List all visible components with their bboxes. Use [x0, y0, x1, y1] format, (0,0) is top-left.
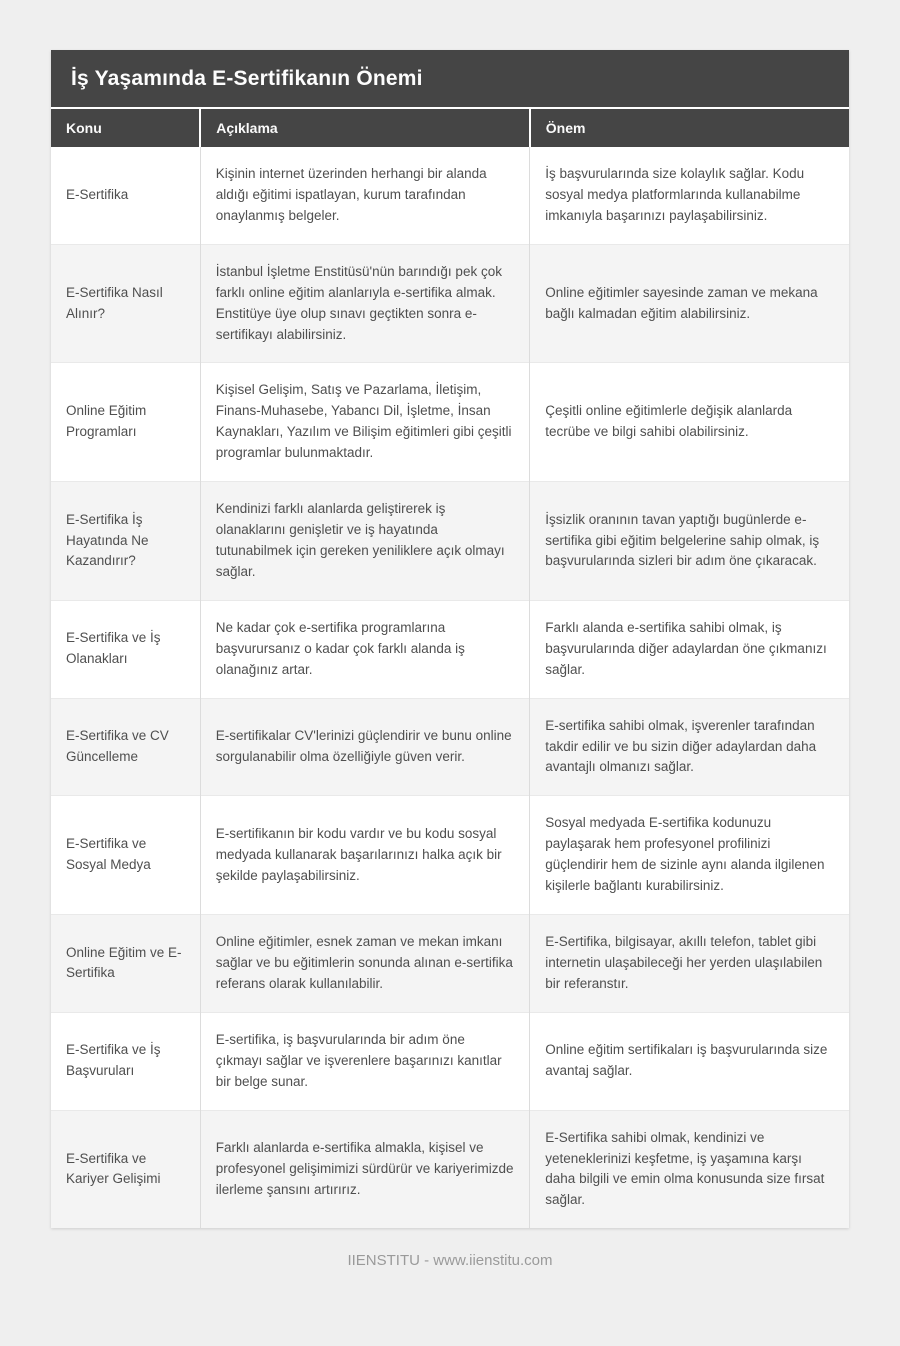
- table-row: [51, 796, 849, 915]
- table-row: [51, 244, 849, 363]
- cell-onem: Online eğitim sertifikaları iş başvurularında size avantaj sağlar.: [530, 1012, 849, 1110]
- cell-aciklama: E-sertifika, iş başvurularında bir adım öne çıkmayı sağlar ve işverenlere başarınızı kanıtlar bir belge sunar.: [200, 1012, 530, 1110]
- cell-onem: E-Sertifika, bilgisayar, akıllı telefon, tablet gibi internetin ulaşabileceği her yerden ulaşılabilen bir referanstır.: [530, 915, 849, 1013]
- cell-aciklama: Kişisel Gelişim, Satış ve Pazarlama, İletişim, Finans-Muhasebe, Yabancı Dil, İşletme, İnsan Kaynakları, Yazılım ve Bilişim eğitimleri gibi çeşitli programlar bulunmaktadır.: [200, 363, 530, 482]
- cell-aciklama: Online eğitimler, esnek zaman ve mekan imkanı sağlar ve bu eğitimlerin sonunda alınan e-sertifika referans olarak kullanılabilir.: [200, 915, 530, 1013]
- cell-aciklama: E-sertifikanın bir kodu vardır ve bu kodu sosyal medyada kullanarak başarılarınızı halka açık bir şekilde paylaşabilirsiniz.: [200, 796, 530, 915]
- cell-konu: E-Sertifika Nasıl Alınır?: [51, 244, 200, 363]
- cell-konu: E-Sertifika ve İş Başvuruları: [51, 1012, 200, 1110]
- certificate-table: [51, 107, 849, 1228]
- table-row: [51, 915, 849, 1013]
- cell-konu: E-Sertifika ve Kariyer Gelişimi: [51, 1110, 200, 1228]
- cell-aciklama: İstanbul İşletme Enstitüsü'nün barındığı pek çok farklı online eğitim alanlarıyla e-sertifika almak. Enstitüye üye olup sınavı geçtikten sonra e-sertifikayı alabilirsiniz.: [200, 244, 530, 363]
- page-title: İş Yaşamında E-Sertifikanın Önemi: [51, 50, 849, 107]
- table-header: [51, 108, 849, 147]
- cell-aciklama: Ne kadar çok e-sertifika programlarına başvurursanız o kadar çok farklı alanda iş olanağınız artar.: [200, 600, 530, 698]
- table-row: [51, 482, 849, 601]
- table-row: [51, 1012, 849, 1110]
- cell-onem: İşsizlik oranının tavan yaptığı bugünlerde e-sertifika gibi eğitim belgelerine sahip olmak, iş başvurularında sizleri bir adım öne çıkaracak.: [530, 482, 849, 601]
- cell-onem: Online eğitimler sayesinde zaman ve mekana bağlı kalmadan eğitim alabilirsiniz.: [530, 244, 849, 363]
- cell-konu: E-Sertifika ve CV Güncelleme: [51, 698, 200, 796]
- cell-konu: E-Sertifika: [51, 147, 200, 244]
- table-row: [51, 147, 849, 244]
- cell-onem: Farklı alanda e-sertifika sahibi olmak, iş başvurularında diğer adaylardan öne çıkmanızı sağlar.: [530, 600, 849, 698]
- cell-konu: E-Sertifika ve İş Olanakları: [51, 600, 200, 698]
- table-row: [51, 1110, 849, 1228]
- table-body: [51, 147, 849, 1228]
- table-row: [51, 698, 849, 796]
- cell-konu: Online Eğitim Programları: [51, 363, 200, 482]
- column-header-onem: Önem: [530, 108, 849, 147]
- column-header-konu: Konu: [51, 108, 200, 147]
- cell-onem: Sosyal medyada E-sertifika kodunuzu paylaşarak hem profesyonel profilinizi güçlendirir hem de sizinle aynı alanda ilgilenen kişilerle bağlantı kurabilirsiniz.: [530, 796, 849, 915]
- certificate-table-card: [51, 50, 849, 1228]
- cell-aciklama: Kendinizi farklı alanlarda geliştirerek iş olanaklarını genişletir ve iş hayatında tutunabilmek için gereken yeniliklere açık olmayı sağlar.: [200, 482, 530, 601]
- column-header-aciklama: Açıklama: [200, 108, 530, 147]
- cell-onem: E-sertifika sahibi olmak, işverenler tarafından takdir edilir ve bu sizin diğer adaylardan daha avantajlı olmanızı sağlar.: [530, 698, 849, 796]
- cell-onem: E-Sertifika sahibi olmak, kendinizi ve yeteneklerinizi keşfetme, iş yaşamına karşı daha bilgili ve emin olma konusunda size fırsat sağlar.: [530, 1110, 849, 1228]
- cell-aciklama: Kişinin internet üzerinden herhangi bir alanda aldığı eğitimi ispatlayan, kurum tarafından onaylanmış belgeler.: [200, 147, 530, 244]
- table-header-row: [51, 108, 849, 147]
- cell-konu: Online Eğitim ve E-Sertifika: [51, 915, 200, 1013]
- footer-text: IIENSTITU - www.iienstitu.com: [347, 1252, 553, 1270]
- cell-aciklama: E-sertifikalar CV'lerinizi güçlendirir ve bunu online sorgulanabilir olma özelliğiyle güven verir.: [200, 698, 530, 796]
- table-row: [51, 600, 849, 698]
- cell-konu: E-Sertifika İş Hayatında Ne Kazandırır?: [51, 482, 200, 601]
- cell-konu: E-Sertifika ve Sosyal Medya: [51, 796, 200, 915]
- cell-onem: İş başvurularında size kolaylık sağlar. Kodu sosyal medya platformlarında kullanabilme imkanıyla başarınızı paylaşabilirsiniz.: [530, 147, 849, 244]
- cell-aciklama: Farklı alanlarda e-sertifika almakla, kişisel ve profesyonel gelişimimizi sürdürür ve kariyerimizde ilerleme şansını artırırız.: [200, 1110, 530, 1228]
- cell-onem: Çeşitli online eğitimlerle değişik alanlarda tecrübe ve bilgi sahibi olabilirsiniz.: [530, 363, 849, 482]
- table-row: [51, 363, 849, 482]
